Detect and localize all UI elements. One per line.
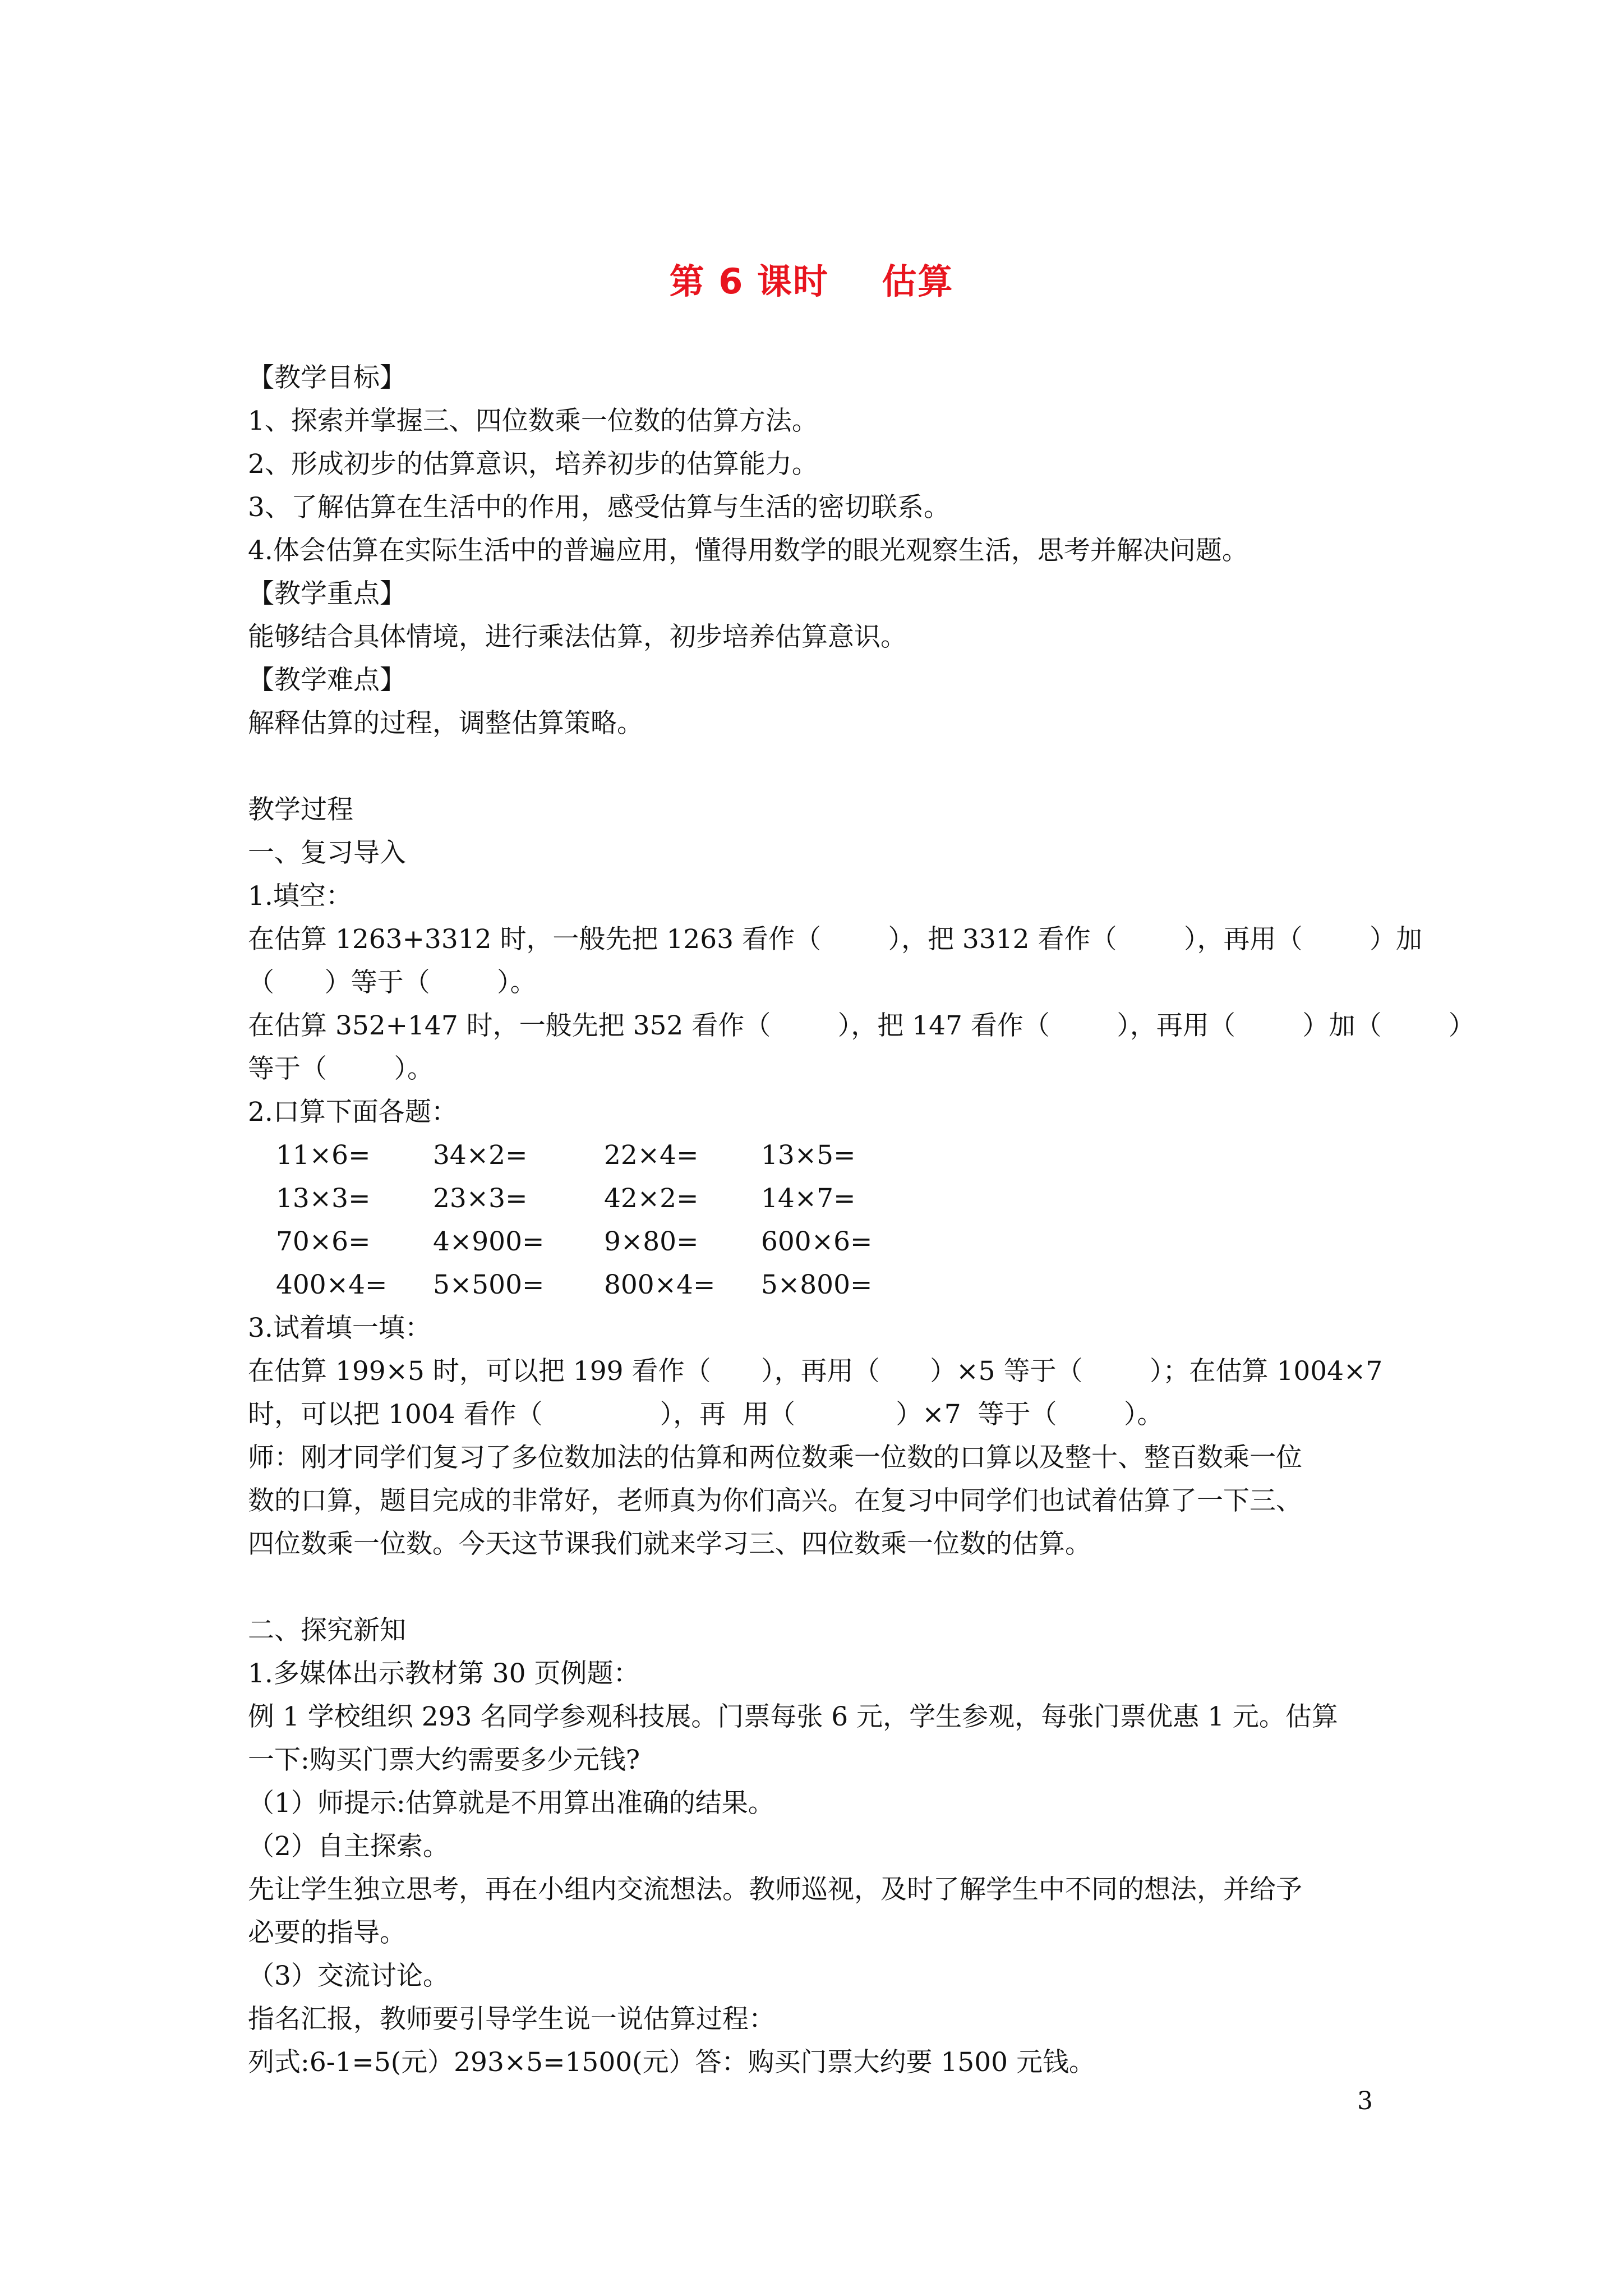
objective-item: 3、了解估算在生活中的作用，感受估算与生活的密切联系。 [248, 492, 950, 523]
calc-item: 22×4= [604, 1140, 699, 1171]
calc-item: 600×6= [761, 1226, 873, 1257]
question-title: 3.试着填一填： [248, 1313, 431, 1343]
body-line: 先让学生独立思考，再在小组内交流想法。教师巡视，及时了解学生中不同的想法，并给予 [248, 1874, 1302, 1905]
objective-item: 4.体会估算在实际生活中的普遍应用，懂得用数学的眼光观察生活，思考并解决问题。 [248, 535, 1248, 566]
mental-calc-row [248, 1177, 1459, 1220]
page-number: 3 [1357, 2087, 1373, 2115]
body-line: （1）师提示:估算就是不用算出准确的结果。 [248, 1788, 774, 1819]
body-line: 例 1 学校组织 293 名同学参观科技展。门票每张 6 元，学生参观，每张门票优惠 1 元。估算 [248, 1701, 1338, 1732]
mental-calc-row [248, 1220, 1459, 1263]
calc-item: 11×6= [276, 1140, 371, 1171]
teacher-remark: 师：刚才同学们复习了多位数加法的估算和两位数乘一位数的口算以及整十、整百数乘一位 [248, 1442, 1302, 1473]
fill-blank-line: 在估算 199×5 时，可以把 199 看作（ ），再用（ ）×5 等于（ ）；在估算 1004×7 [248, 1356, 1383, 1387]
difficulty-heading: 【教学难点】 [248, 665, 406, 696]
calc-item: 23×3= [433, 1183, 528, 1214]
calc-item: 42×2= [604, 1183, 699, 1214]
difficulty-text: 解释估算的过程，调整估算策略。 [248, 708, 643, 739]
fill-blank-line: 在估算 1263+3312 时，一般先把 1263 看作（ ），把 3312 看作（ ），再用（ ）加 [248, 924, 1423, 955]
question-title: 1.填空： [248, 881, 352, 912]
section-title: 二、探究新知 [248, 1615, 406, 1646]
process-heading: 教学过程 [248, 794, 353, 825]
blank-line [248, 745, 1459, 788]
fill-blank-line: （ ）等于（ ）。 [248, 967, 537, 998]
body-line: （2）自主探索。 [248, 1831, 449, 1862]
mental-calc-row [248, 1134, 1459, 1177]
teacher-remark: 四位数乘一位数。今天这节课我们就来学习三、四位数乘一位数的估算。 [248, 1529, 1091, 1559]
body-line: 一下:购买门票大约需要多少元钱? [248, 1745, 640, 1775]
page-title: 第 6 课时 估算 [669, 261, 954, 302]
calc-item: 13×5= [761, 1140, 856, 1171]
body-line: 指名汇报，教师要引导学生说一说估算过程： [248, 2004, 775, 2035]
teacher-remark: 数的口算，题目完成的非常好，老师真为你们高兴。在复习中同学们也试着估算了一下三、 [248, 1485, 1302, 1516]
fill-blank-line: 等于（ ）。 [248, 1053, 434, 1084]
key-point-heading: 【教学重点】 [248, 578, 406, 609]
objective-item: 1、探索并掌握三、四位数乘一位数的估算方法。 [248, 406, 818, 436]
fill-blank-line: 在估算 352+147 时，一般先把 352 看作（ ），把 147 看作（ ），再用（ ）加（ ） [248, 1010, 1475, 1041]
calc-item: 14×7= [761, 1183, 856, 1214]
calc-item: 70×6= [276, 1226, 371, 1257]
calc-item: 34×2= [433, 1140, 528, 1171]
section-title: 一、复习导入 [248, 838, 406, 868]
calc-item: 9×80= [604, 1226, 699, 1257]
document-body [248, 356, 1475, 2084]
calc-item: 4×900= [433, 1226, 545, 1257]
fill-blank-line: 时，可以把 1004 看作（ ），再 用（ ）×7 等于（ ）。 [248, 1399, 1164, 1430]
calc-item: 5×500= [433, 1269, 545, 1300]
body-line: 1.多媒体出示教材第 30 页例题： [248, 1658, 640, 1689]
blank-line [248, 1566, 1459, 1609]
objective-item: 2、形成初步的估算意识，培养初步的估算能力。 [248, 449, 818, 480]
body-line: （3）交流讨论。 [248, 1961, 449, 1991]
question-title: 2.口算下面各题： [248, 1097, 458, 1128]
mental-calc-row [248, 1263, 1459, 1306]
calc-item: 400×4= [276, 1269, 388, 1300]
calc-item: 5×800= [761, 1269, 873, 1300]
body-line: 列式:6-1=5(元）293×5=1500(元）答：购买门票大约要 1500 元钱。 [248, 2047, 1095, 2078]
calc-item: 800×4= [604, 1269, 716, 1300]
calc-item: 13×3= [276, 1183, 371, 1214]
key-point-text: 能够结合具体情境，进行乘法估算，初步培养估算意识。 [248, 622, 907, 652]
body-line: 必要的指导。 [248, 1917, 406, 1948]
objectives-heading: 【教学目标】 [248, 362, 406, 393]
